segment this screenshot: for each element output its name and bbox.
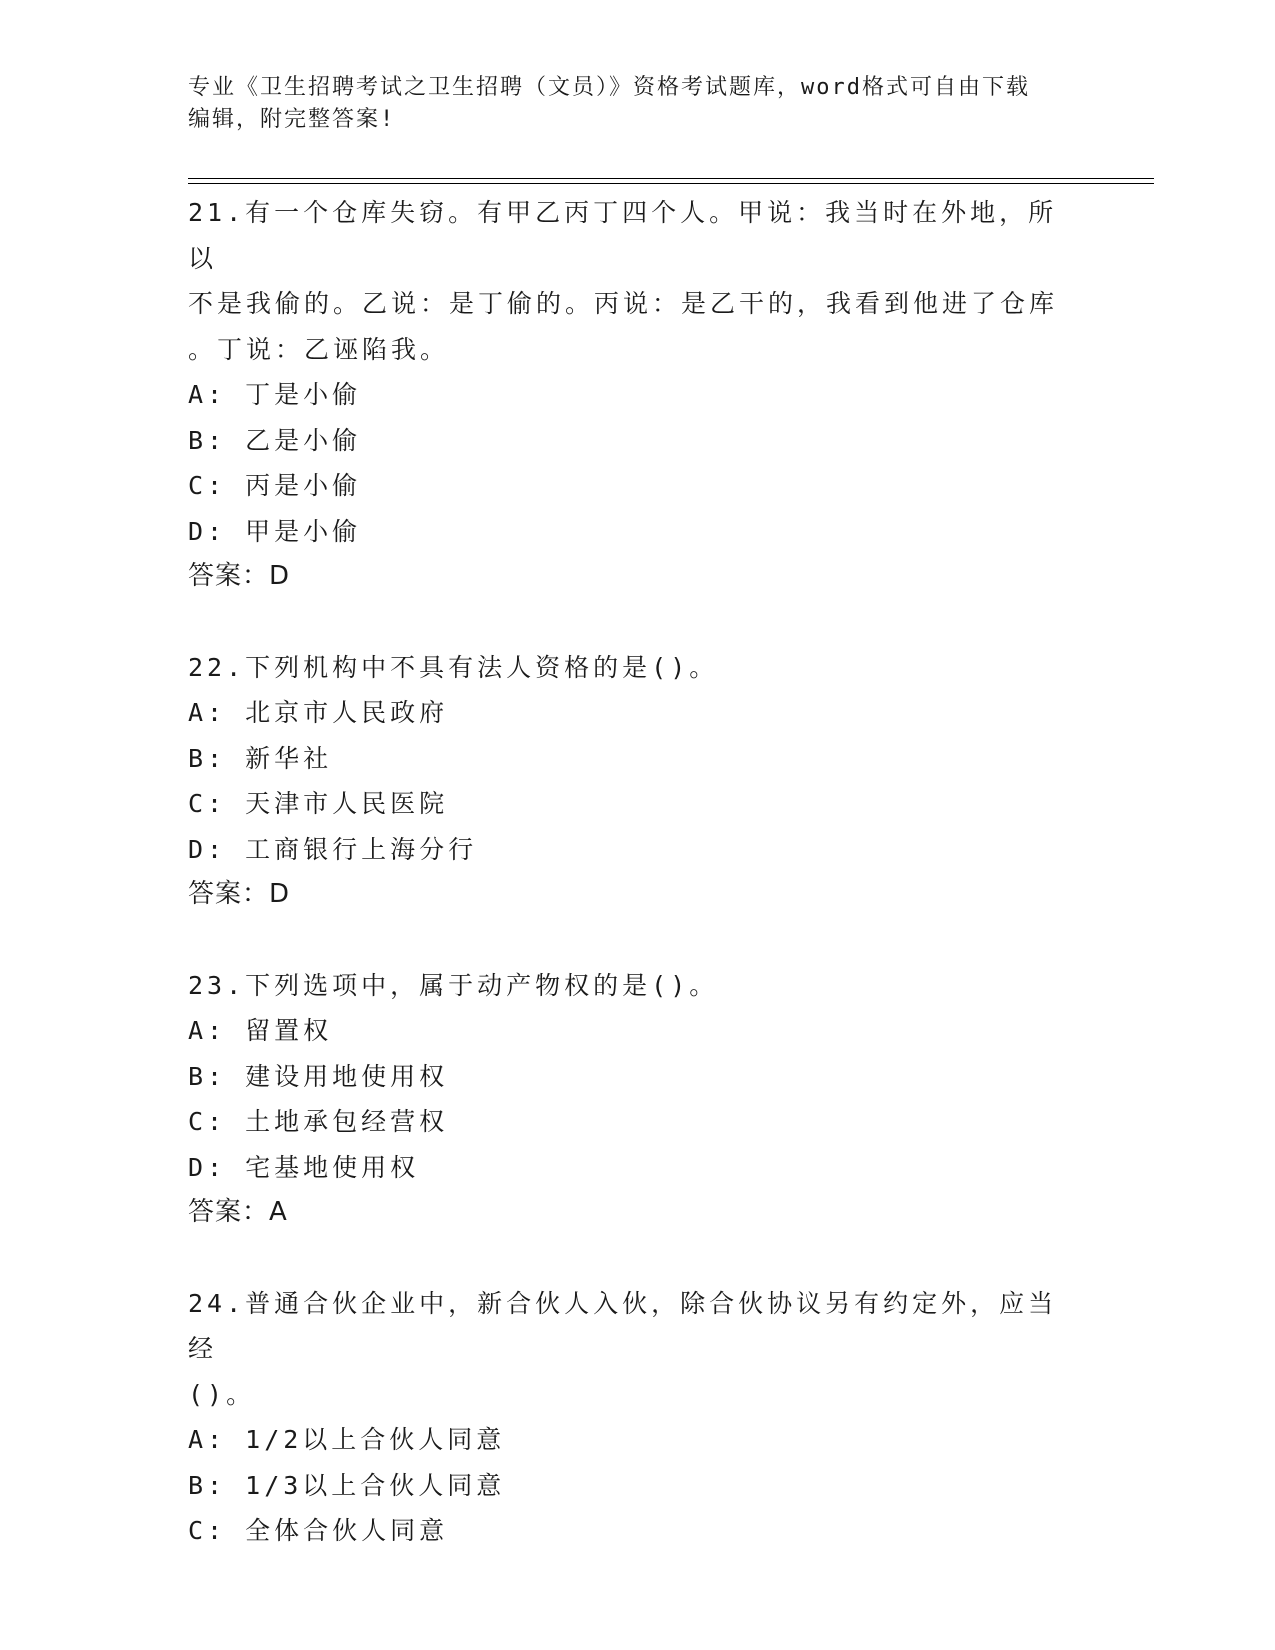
question-stem: [188, 645, 1068, 691]
option-a: A: 留置权: [188, 1016, 333, 1045]
answer: 答案：A: [188, 1197, 288, 1227]
header-rule-bottom: [188, 183, 1154, 184]
stem-line: 23.下列选项中，属于动产物权的是()。: [188, 970, 719, 1000]
question-stem: [188, 190, 1068, 372]
question-stem: [188, 963, 1068, 1009]
spacer: [188, 1236, 1088, 1281]
option-b: B: 建设用地使用权: [188, 1061, 449, 1091]
stem-line: ()。: [188, 1379, 256, 1409]
question-stem: [188, 1281, 1068, 1418]
answer: 答案：D: [188, 561, 291, 591]
option-c: C: 丙是小偷: [188, 471, 362, 500]
option-d: D: 宅基地使用权: [188, 1152, 420, 1182]
header-line-1: 专业《卫生招聘考试之卫生招聘（文员）》资格考试题库，word格式可自由下载: [188, 75, 1030, 100]
stem-line: 。丁说：乙诬陷我。: [188, 334, 450, 364]
question-24: [188, 1281, 1088, 1554]
spacer: [188, 600, 1088, 645]
option-b: B: 1/3以上合伙人同意: [188, 1470, 506, 1500]
stem-line: 21.有一个仓库失窃。有甲乙丙丁四个人。甲说：我当时在外地，所以: [188, 198, 1058, 273]
question-23: [188, 963, 1088, 1236]
option-b: B: 新华社: [188, 743, 333, 773]
question-22: [188, 645, 1088, 918]
option-c: C: 全体合伙人同意: [188, 1516, 449, 1545]
option-a: A: 丁是小偷: [188, 380, 362, 409]
option-c: C: 土地承包经营权: [188, 1107, 449, 1136]
header-rule-top: [188, 178, 1154, 179]
option-a: A: 1/2以上合伙人同意: [188, 1425, 506, 1454]
answer: 答案：D: [188, 879, 291, 909]
question-21: [188, 190, 1088, 600]
option-d: D: 甲是小偷: [188, 516, 362, 546]
stem-line: 22.下列机构中不具有法人资格的是()。: [188, 652, 719, 682]
option-a: A: 北京市人民政府: [188, 698, 449, 727]
document-header: [188, 72, 1068, 136]
spacer: [188, 918, 1088, 963]
option-c: C: 天津市人民医院: [188, 789, 449, 818]
option-d: D: 工商银行上海分行: [188, 834, 478, 864]
stem-line: 24.普通合伙企业中，新合伙人入伙，除合伙协议另有约定外，应当经: [188, 1288, 1058, 1363]
header-line-2: 编辑，附完整答案!: [188, 107, 396, 132]
stem-line: 不是我偷的。乙说：是丁偷的。丙说：是乙干的，我看到他进了仓库: [188, 289, 1059, 318]
option-b: B: 乙是小偷: [188, 425, 362, 455]
question-list: [188, 190, 1088, 1554]
